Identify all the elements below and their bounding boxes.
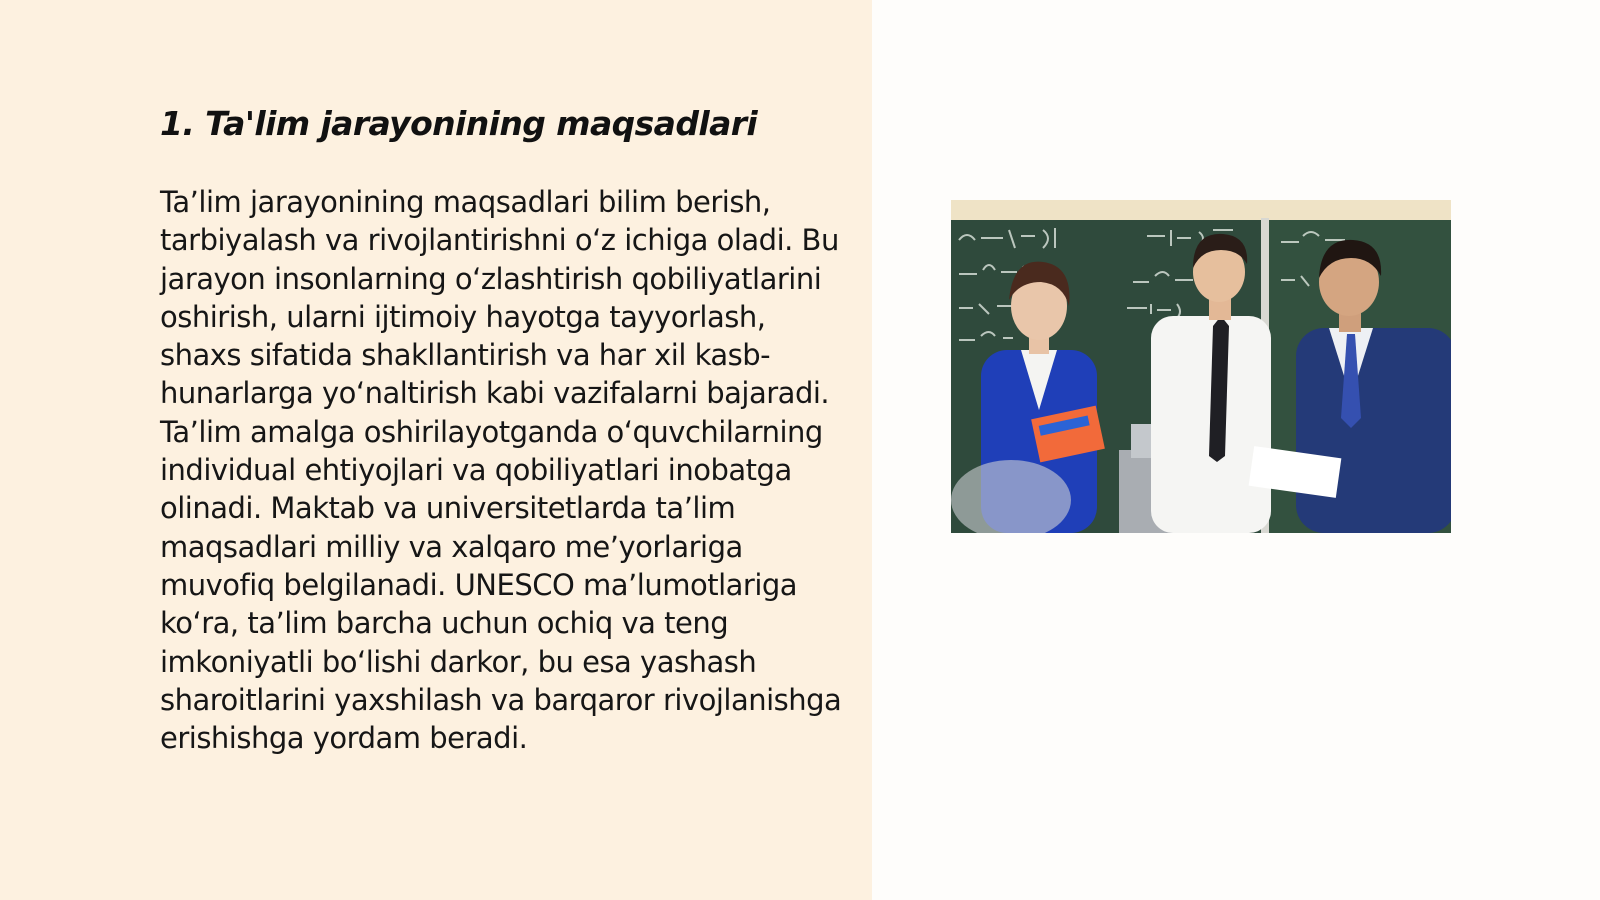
board-frame xyxy=(951,200,1451,222)
classroom-photo xyxy=(951,200,1451,533)
slide-body-text: Ta’lim jarayonining maqsadlari bilim berish, tarbiyalash va rivojlantirishni oʻz ichiga oladi. Bu jarayon insonlarning oʻzlashtirish qobiliyatlarini oshirish, ularni ijtimoiy hayotga tayyorlash, shaxs sifatida shakllantirish va har xil kasb-hunarlarga yoʻnaltirish kabi vazifalarni bajaradi. Ta’lim amalga oshirilayotganda oʻquvchilarning individual ehtiyojlari va qobiliyatlari inobatga olinadi. Maktab va universitetlarda ta’lim maqsadlari milliy va xalqaro me’yorlariga muvofiq belgilanadi. UNESCO ma’lumotlariga koʻra, ta’lim barcha uchun ochiq va teng imkoniyatli boʻlishi darkor, bu esa yashash sharoitlarini yaxshilash va barqaror rivojlanishga erishishga yordam beradi. xyxy=(160,185,842,756)
classroom-illustration xyxy=(951,200,1451,533)
slide-title: 1. Ta'lim jarayonining maqsadlari xyxy=(160,104,758,143)
